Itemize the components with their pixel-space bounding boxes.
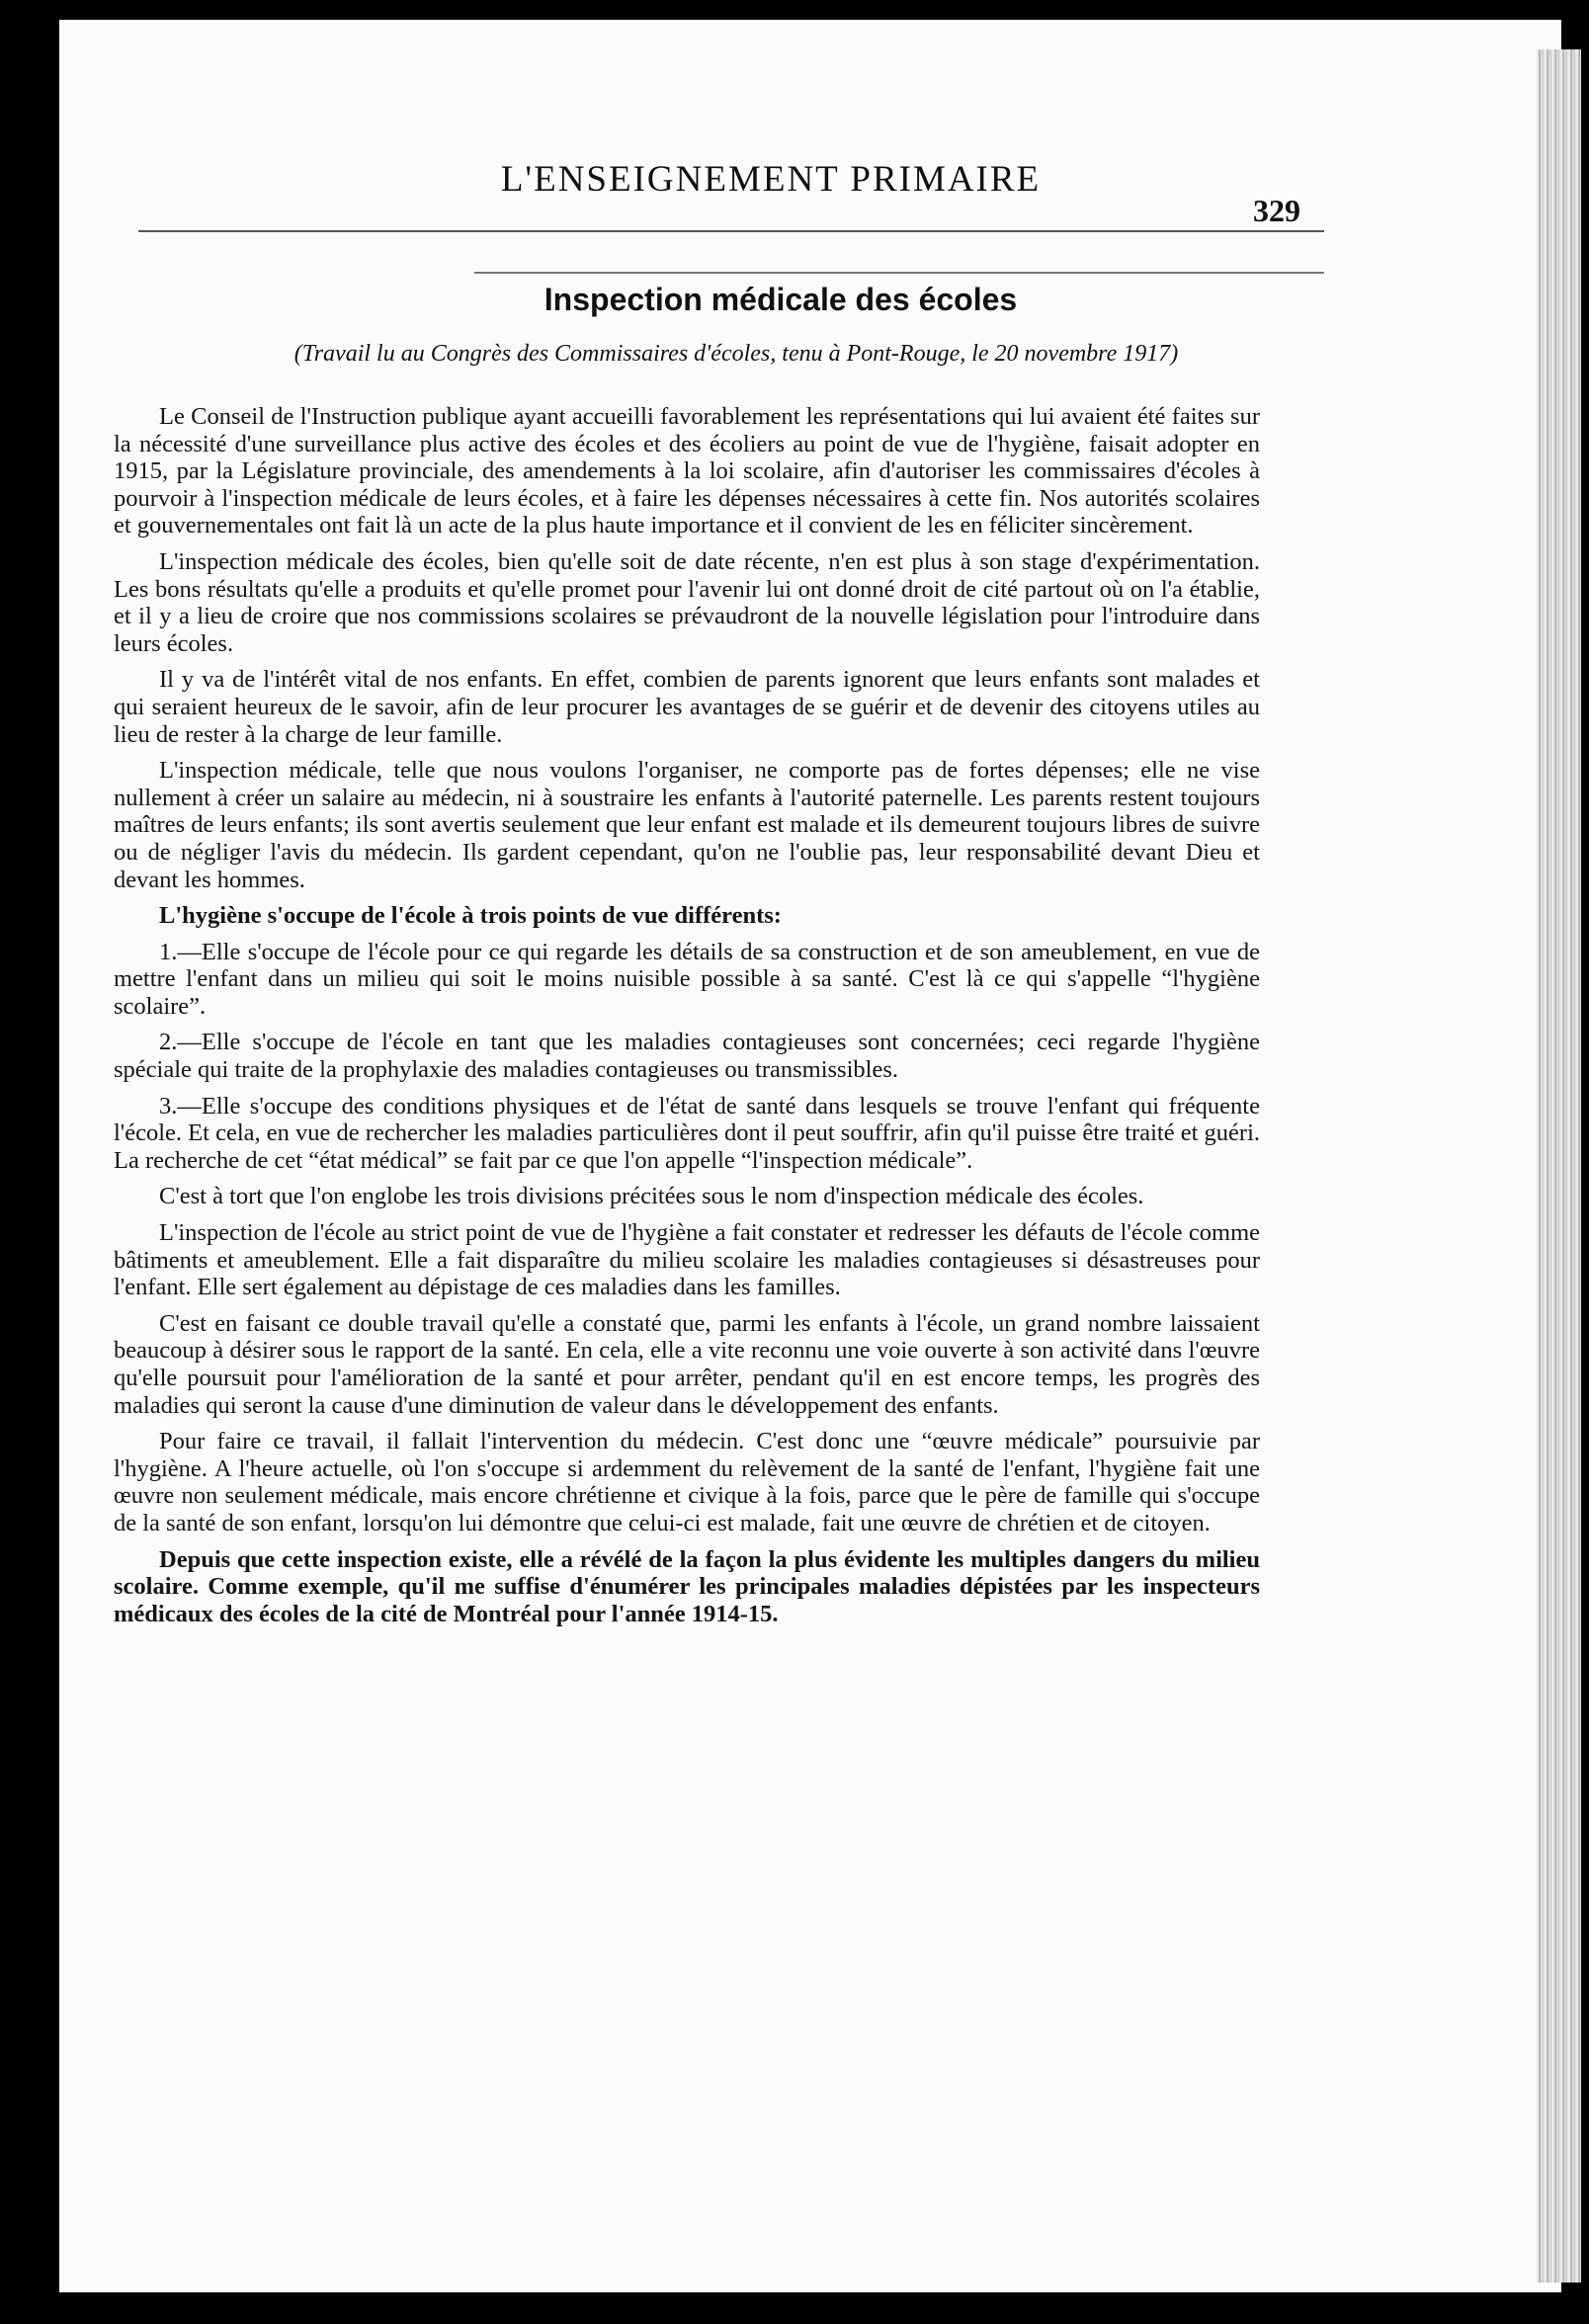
page-number: 329 [1253,193,1300,228]
article-subtitle: (Travail lu au Congrès des Commissaires d'écoles, tenu à Pont-Rouge, le 20 novembre 1917) [293,341,1179,367]
paragraph: 1.—Elle s'occupe de l'école pour ce qui regarde les détails de sa construction et de son ameublement, en vue de mettre l'enfant dans un milieu qui soit le moins nuisible possible à sa santé. C'est là ce qui s'appelle “l'hygiène scolaire”. [114,938,1260,1020]
article-title: Inspection médicale des écoles [544,282,1018,317]
paragraph: Pour faire ce travail, il fallait l'intervention du médecin. C'est donc une “œuvre médicale” poursuivie par l'hygiène. A l'heure actuelle, où l'on s'occupe si ardemment du relèvement de la santé de l'enfant, l'hygiène fait une œuvre non seulement médicale, mais encore chrétienne et civique à la fois, parce que le père de famille qui s'occupe de la santé de son enfant, lorsqu'on lui démontre que celui-ci est malade, fait une œuvre de chrétien et de citoyen. [114,1428,1260,1536]
paragraph: Depuis que cette inspection existe, elle a révélé de la façon la plus évidente les multiples dangers du milieu scolaire. Comme exemple, qu'il me suffise d'énumérer les principales maladies dépistées par les inspecteurs médicaux des écoles de la cité de Montréal pour l'année 1914-15. [114,1545,1260,1627]
paragraph: 3.—Elle s'occupe des conditions physiques et de l'état de santé dans lesquels se trouve l'enfant qui fréquente l'école. Et cela, en vue de rechercher les maladies particulières dont il peut souffrir, afin qu'il puisse être traité et guéri. La recherche de cet “état médical” se fait par ce que l'on appelle “l'inspection médicale”. [114,1092,1260,1174]
paragraph: L'hygiène s'occupe de l'école à trois points de vue différents: [159,902,782,930]
paragraph: C'est à tort que l'on englobe les trois divisions précitées sous le nom d'inspection médicale des écoles. [159,1183,1144,1210]
running-title: L'ENSEIGNEMENT PRIMAIRE [500,159,1042,200]
header-rule [138,230,1324,232]
article-body [114,403,1260,1636]
paragraph: L'inspection de l'école au strict point de vue de l'hygiène a fait constater et redresser les défauts de l'école comme bâtiments et ameublement. Elle a fait disparaître du milieu scolaire les maladies contagieuses si désastreuses pour l'enfant. Elle sert également au dépistage de ces maladies dans les familles. [114,1219,1260,1301]
paragraph: L'inspection médicale, telle que nous voulons l'organiser, ne comporte pas de fortes dépenses; elle ne vise nullement à créer un salaire au médecin, ni à soustraire les enfants à l'autorité paternelle. Les parents restent toujours maîtres de leurs enfants; ils sont avertis seulement que leur enfant est malade et ils demeurent toujours libres de suivre ou de négliger l'avis du médecin. Ils gardent cependant, qu'on ne l'oublie pas, leur responsabilité devant Dieu et devant les hommes. [114,757,1261,893]
title-rule [474,272,1324,274]
paragraph: 2.—Elle s'occupe de l'école en tant que les maladies contagieuses sont concernées; ceci regarde l'hygiène spéciale qui traite de la prophylaxie des maladies contagieuses ou transmissibles. [114,1029,1260,1084]
paragraph: Le Conseil de l'Instruction publique ayant accueilli favorablement les représentations qui lui avaient été faites sur la nécessité d'une surveillance plus active des écoles et des écoliers au point de vue de l'hygiène, faisait adopter en 1915, par la Législature provinciale, des amendements à la loi scolaire, afin d'autoriser les commissaires d'écoles à pourvoir à l'inspection médicale de leurs écoles, et à faire les dépenses nécessaires à cette fin. Nos autorités scolaires et gouvernementales ont fait là un acte de la plus haute importance et il convient de les en féliciter sincèrement. [114,403,1260,540]
page-edge-stack [1537,49,1581,2282]
paragraph: L'inspection médicale des écoles, bien qu'elle soit de date récente, n'en est plus à son stage d'expérimentation. Les bons résultats qu'elle a produits et qu'elle promet pour l'avenir lui ont donné droit de cité partout où on l'a établie, et il y a lieu de croire que nos commissions scolaires se prévaudront de la nouvelle législation pour l'introduire dans leurs écoles. [114,547,1260,657]
paragraph: C'est en faisant ce double travail qu'elle a constaté que, parmi les enfants à l'école, un grand nombre laissaient beaucoup à désirer sous le rapport de la santé. En cela, elle a vite reconnu une voie ouverte à son activité dans l'œuvre qu'elle poursuit pour l'amélioration de la santé et pour arrêter, pendant qu'il en est encore temps, les progrès des maladies qui seront la cause d'une diminution de valeur dans le développement des enfants. [114,1309,1260,1419]
paragraph: Il y va de l'intérêt vital de nos enfants. En effet, combien de parents ignorent que leurs enfants sont malades et qui seraient heureux de le savoir, afin de leur procurer les avantages de se guérir et de devenir des citoyens utiles au lieu de rester à la charge de leur famille. [114,666,1260,748]
